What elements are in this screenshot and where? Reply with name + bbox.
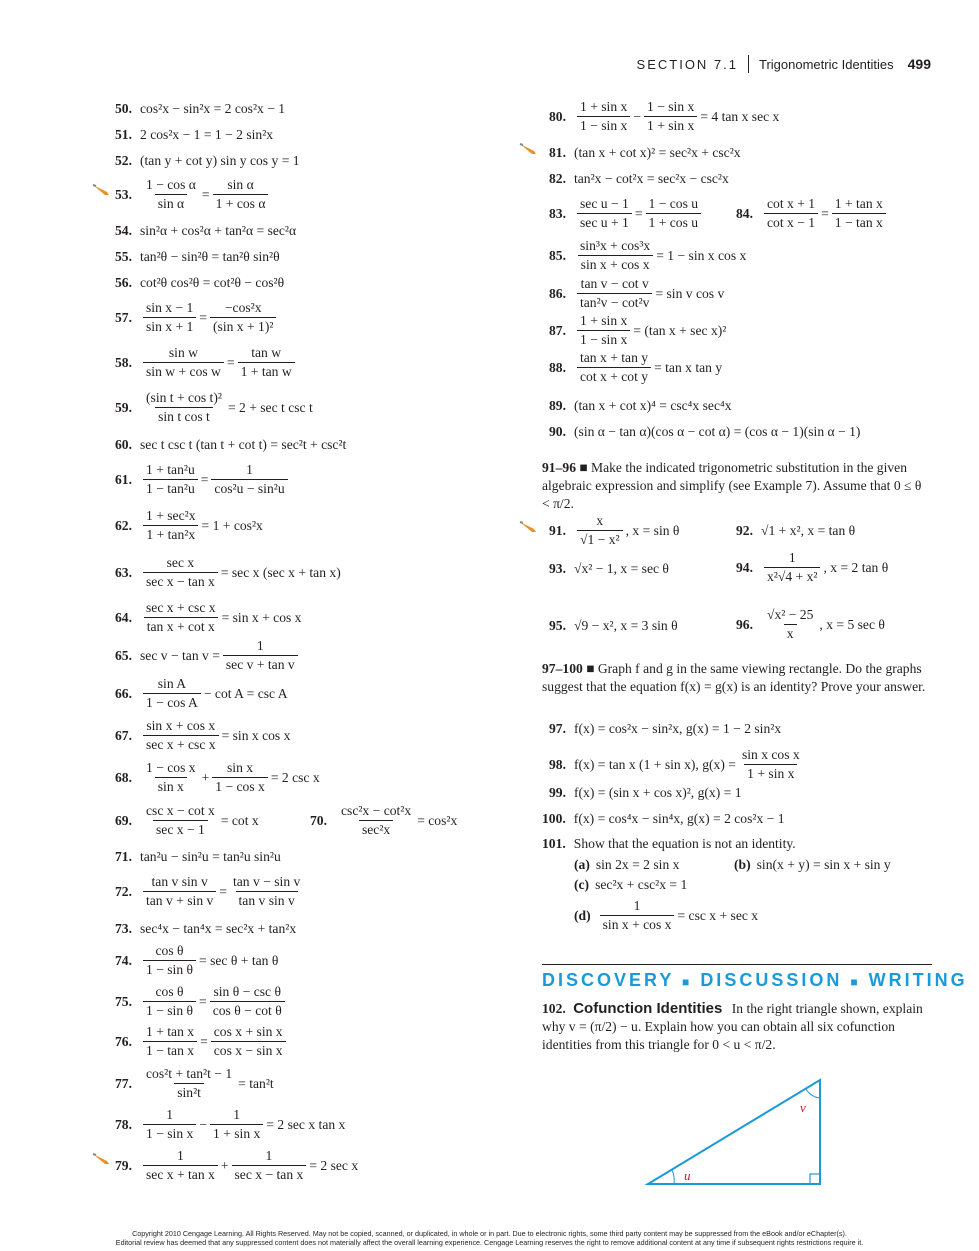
pencil-icon	[519, 520, 541, 534]
exercise-89: 89. (tan x + cot x)⁴ = csc⁴x sec⁴x	[549, 398, 732, 413]
pencil-icon	[519, 142, 541, 156]
exercise-51: 51. 2 cos²x − 1 = 1 − 2 sin²x	[115, 127, 274, 142]
section-title: Trigonometric Identities	[759, 56, 894, 72]
section-97-100-intro: 97–100 ■ Graph f and g in the same viewing rectangle. Do the graphs suggest that the equation f(x) = g(x) is an identity? Prove your answer.	[542, 661, 926, 694]
exercise-85: 85. $\frac{\text{sin³x + cos³x}}{\text{sin x + cos x}}$ = 1 − sin x cos x	[549, 238, 747, 272]
exercise-101-a: (a) sin 2x = 2 sin x	[574, 857, 680, 872]
exercise-50: 50. cos²x − sin²x = 2 cos²x − 1	[115, 101, 286, 116]
exercise-67: 67. $\frac{\text{sin x + cos x}}{\text{sec x + csc x}}$ = sin x cos x	[115, 718, 291, 752]
exercise-74: 74. $\frac{\text{cos θ}}{\text{1 − sin θ}}$ = sec θ + tan θ	[115, 943, 279, 977]
exercise-93: 93. √x² − 1, x = sec θ	[549, 561, 669, 576]
exercise-68: 68. $\frac{\text{1 − cos x}}{\text{sin x}}$ + $\frac{\text{sin x}}{\text{1 − cos x}}$ = 2 csc x	[115, 760, 320, 794]
exercise-64: 64. $\frac{\text{sec x + csc x}}{\text{tan x + cot x}}$ = sin x + cos x	[115, 600, 302, 634]
exercise-78: 78. $\frac{1}{\text{1 − sin x}}$ − $\frac{1}{\text{1 + sin x}}$ = 2 sec x tan x	[115, 1107, 346, 1141]
exercise-80: 80. $\frac{\text{1 + sin x}}{\text{1 − sin x}}$ − $\frac{\text{1 − sin x}}{\text{1 + sin x}}$ = 4 tan x sec x	[549, 99, 780, 133]
exercise-100: 100. f(x) = cos⁴x − sin⁴x, g(x) = 2 cos²x − 1	[542, 811, 785, 826]
exercise-102: 102. Cofunction Identities In the right triangle shown, explain why v = (π/2) − u. Explain how you can obtain all six cofunction identities from this triangle for 0 < u < π/2.	[542, 1000, 923, 1052]
exercise-57: 57. $\frac{\text{sin x − 1}}{\text{sin x + 1}}$ = $\frac{\text{−cos²x}}{\text{(sin x + 1)²}}$	[115, 300, 279, 335]
exercise-97: 97. f(x) = cos²x − sin²x, g(x) = 1 − 2 sin²x	[549, 721, 782, 736]
angle-v-arc	[806, 1089, 820, 1098]
page-header	[637, 55, 931, 73]
exercise-71: 71. tan²u − sin²u = tan²u sin²u	[115, 849, 281, 864]
pencil-icon	[92, 183, 114, 197]
exercise-98: 98. f(x) = tan x (1 + sin x), g(x) = $\frac{\text{sin x cos x}}{\text{1 + sin x}}$	[549, 747, 800, 781]
exercise-83: 83. $\frac{\text{sec u − 1}}{\text{sec u + 1}}$ = $\frac{\text{1 − cos u}}{\text{1 + cos u}}$	[549, 196, 704, 231]
right-angle-marker	[810, 1174, 820, 1184]
exercise-101-b: (b) sin(x + y) = sin x + sin y	[734, 857, 891, 872]
exercise-101: 101. Show that the equation is not an identity.	[542, 836, 796, 851]
exercise-61: 61. $\frac{\text{1 + tan²u}}{\text{1 − tan²u}}$ = $\frac{1}{\text{cos²u − sin²u}}$	[115, 462, 291, 497]
exercise-82: 82. tan²x − cot²x = sec²x − csc²x	[549, 171, 729, 186]
exercise-52: 52. (tan y + cot y) sin y cos y = 1	[115, 153, 300, 168]
exercise-86: 86. $\frac{\text{tan v − cot v}}{\text{tan²v − cot²v}}$ = sin v cos v	[549, 276, 725, 310]
exercise-69: 69. $\frac{\text{csc x − cot x}}{\text{sec x − 1}}$ = cot x	[115, 803, 259, 837]
exercise-75: 75. $\frac{\text{cos θ}}{\text{1 − sin θ}}$ = $\frac{\text{sin θ − csc θ}}{\text{cos θ − cot θ}}$	[115, 984, 288, 1019]
copyright-line-2: Editorial review has deemed that any suppressed content does not materially affect the overall learning experience. Cengage Learning reserves the right to remove additional content at any time if subsequent rights restrictions require it.	[115, 1238, 864, 1247]
exercise-65: 65. sec v − tan v = $\frac{1}{\text{sec v + tan v}}$	[115, 638, 301, 673]
discovery-heading: DISCOVERY ■ DISCUSSION ■ WRITING	[542, 970, 968, 990]
exercise-54: 54. sin²α + cos²α + tan²α = sec²α	[115, 223, 297, 238]
exercise-62: 62. $\frac{\text{1 + sec²x}}{\text{1 + tan²x}}$ = 1 + cos²x	[115, 508, 263, 542]
exercise-101-d: (d) $\frac{1}{\text{sin x + cos x}}$ = csc x + sec x	[574, 898, 759, 932]
exercise-79: 79. $\frac{1}{\text{sec x + tan x}}$ + $\frac{1}{\text{sec x − tan x}}$ = 2 sec x	[115, 1148, 359, 1182]
section-91-96-intro: 91–96 ■ Make the indicated trigonometric substitution in the given algebraic expression and simplify (see Example 7). Assume that 0 ≤ θ < π/2.	[542, 460, 922, 511]
exercise-88: 88. $\frac{\text{tan x + tan y}}{\text{cot x + cot y}}$ = tan x tan y	[549, 350, 723, 384]
triangle-shape	[648, 1080, 820, 1184]
header-divider	[748, 55, 749, 73]
exercise-72: 72. $\frac{\text{tan v sin v}}{\text{tan v + sin v}}$ = $\frac{\text{tan v − sin v}}{\text{tan v sin v}}$	[115, 874, 301, 908]
exercise-96: 96. $\frac{\text{√x² − 25}}{x}$ , x = 5 sec θ	[736, 607, 885, 641]
label-v: v	[800, 1100, 806, 1115]
section-rule	[542, 964, 932, 965]
exercise-70: 70. $\frac{\text{csc²x − cot²x}}{\text{sec²x}}$ = cos²x	[310, 803, 458, 837]
exercise-55: 55. tan²θ − sin²θ = tan²θ sin²θ	[115, 249, 280, 264]
section-label: SECTION 7.1	[636, 56, 738, 72]
exercise-101-c: (c) sec²x + csc²x = 1	[574, 877, 688, 892]
exercise-91: 91. $\frac{x}{\text{√1 − x²}}$ , x = sin θ	[549, 513, 680, 547]
exercise-87: 87. $\frac{\text{1 + sin x}}{\text{1 − sin x}}$ = (tan x + sec x)²	[549, 313, 727, 347]
exercise-59: 59. $\frac{\text{(sin t + cos t)²}}{\text{sin t cos t}}$ = 2 + sec t csc t	[115, 390, 313, 424]
exercise-99: 99. f(x) = (sin x + cos x)², g(x) = 1	[549, 785, 742, 800]
right-triangle-figure	[640, 1072, 830, 1190]
exercise-58: 58. $\frac{\text{sin w}}{\text{sin w + cos w}}$ = $\frac{\text{tan w}}{\text{1 + tan w}}$	[115, 345, 298, 380]
page-number: 499	[907, 56, 931, 72]
exercise-90: 90. (sin α − tan α)(cos α − cot α) = (cos α − 1)(sin α − 1)	[549, 424, 861, 439]
exercise-60: 60. sec t csc t (tan t + cot t) = sec²t + csc²t	[115, 437, 347, 452]
exercise-94: 94. $\frac{1}{\text{x²√4 + x²}}$ , x = 2 tan θ	[736, 550, 889, 584]
exercise-73: 73. sec⁴x − tan⁴x = sec²x + tan²x	[115, 921, 297, 936]
exercise-92: 92. √1 + x², x = tan θ	[736, 523, 856, 538]
angle-u-arc	[672, 1170, 674, 1184]
exercise-95: 95. √9 − x², x = 3 sin θ	[549, 618, 678, 633]
exercise-76: 76. $\frac{\text{1 + tan x}}{\text{1 − tan x}}$ = $\frac{\text{cos x + sin x}}{\text{cos x − sin x}}$	[115, 1024, 289, 1059]
pencil-icon	[92, 1152, 114, 1166]
exercise-81: 81. (tan x + cot x)² = sec²x + csc²x	[549, 145, 741, 160]
copyright-line-1: Copyright 2010 Cengage Learning. All Rights Reserved. May not be copied, scanned, or duplicated, in whole or in part. Due to electronic rights, some third party content may be suppressed from the eBook and/or eChapter(s).	[132, 1229, 847, 1238]
exercise-77: 77. $\frac{\text{cos²t + tan²t − 1}}{\text{sin²t}}$ = tan²t	[115, 1066, 274, 1100]
exercise-53: 53. $\frac{\text{1 − cos α}}{\text{sin α}}$ = $\frac{\text{sin α}}{\text{1 + cos α}}$	[115, 177, 271, 212]
exercise-66: 66. $\frac{\text{sin A}}{\text{1 − cos A}}$ − cot A = csc A	[115, 676, 288, 710]
label-u: u	[684, 1168, 691, 1183]
exercise-63: 63. $\frac{\text{sec x}}{\text{sec x − tan x}}$ = sec x (sec x + tan x)	[115, 555, 341, 589]
exercise-84: 84. $\frac{\text{cot x + 1}}{\text{cot x − 1}}$ = $\frac{\text{1 + tan x}}{\text{1 − tan x}}$	[736, 196, 889, 231]
exercise-56: 56. cot²θ cos²θ = cot²θ − cos²θ	[115, 275, 285, 290]
